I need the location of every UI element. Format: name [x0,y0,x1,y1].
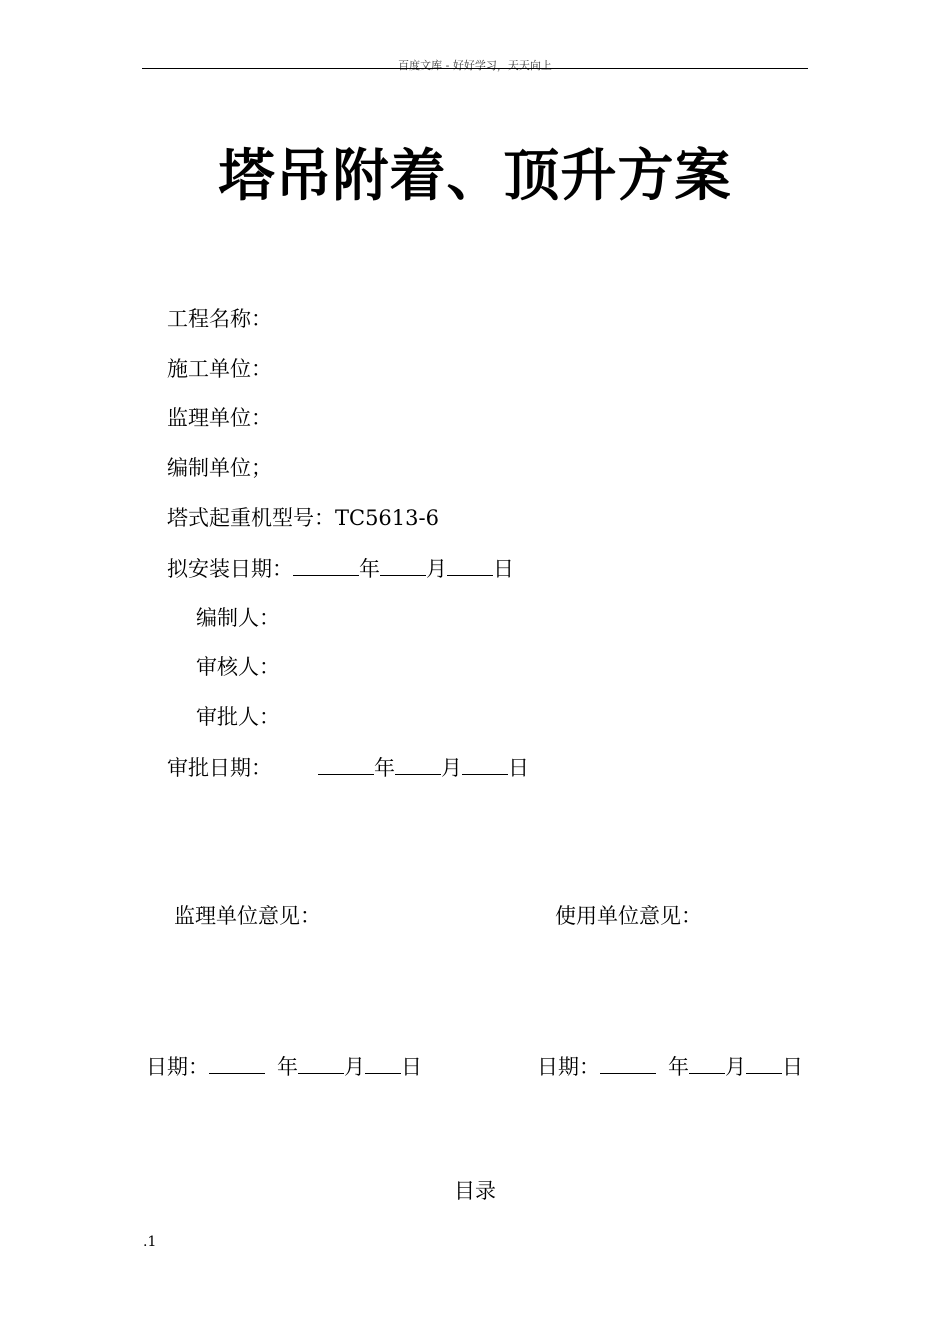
running-header: 百度文库 - 好好学习，天天向上 [398,59,552,72]
supervision-opinion-label: 监理单位意见： [174,904,321,928]
month-unit: 月 [725,1055,746,1079]
supervision-day-blank [365,1051,401,1074]
user-opinion-label: 使用单位意见： [555,904,702,928]
install-month-blank [380,553,426,576]
header-divider [142,68,808,69]
supervision-year-blank [209,1051,265,1074]
page-number: .1 [143,1234,157,1250]
supervision-unit-label: 监理单位： [167,406,272,430]
day-unit: 日 [782,1055,803,1079]
reviewer-label: 审核人： [196,655,280,679]
year-unit: 年 [374,756,395,780]
install-date-row [167,553,514,584]
user-date-row [537,1051,803,1082]
compiler-label: 编制人： [196,606,280,630]
approval-month-blank [395,752,441,775]
toc-heading: 目录 [454,1179,496,1203]
month-unit: 月 [441,756,462,780]
crane-model-label: 塔式起重机型号：TC5613-6 [167,506,439,530]
approval-day-blank [462,752,508,775]
document-title: 塔吊附着、顶升方案 [218,143,732,209]
day-unit: 日 [493,557,514,581]
user-day-blank [746,1051,782,1074]
approval-year-blank [318,752,374,775]
approval-date-label: 审批日期： [167,756,272,780]
construction-unit-label: 施工单位： [167,357,272,381]
day-unit: 日 [508,756,529,780]
user-month-blank [689,1051,725,1074]
approval-date-row [167,752,529,783]
day-unit: 日 [401,1055,422,1079]
approver-label: 审批人： [196,705,280,729]
date-label: 日期： [537,1055,600,1079]
install-year-blank [293,553,359,576]
user-year-blank [600,1051,656,1074]
month-unit: 月 [344,1055,365,1079]
project-name-label: 工程名称： [167,307,272,331]
year-unit: 年 [359,557,380,581]
supervision-month-blank [298,1051,344,1074]
compiling-unit-label: 编制单位； [167,456,272,480]
year-unit: 年 [668,1055,689,1079]
year-unit: 年 [277,1055,298,1079]
date-label: 日期： [146,1055,209,1079]
month-unit: 月 [426,557,447,581]
install-day-blank [447,553,493,576]
install-date-label: 拟安装日期： [167,557,293,581]
supervision-date-row [146,1051,422,1082]
